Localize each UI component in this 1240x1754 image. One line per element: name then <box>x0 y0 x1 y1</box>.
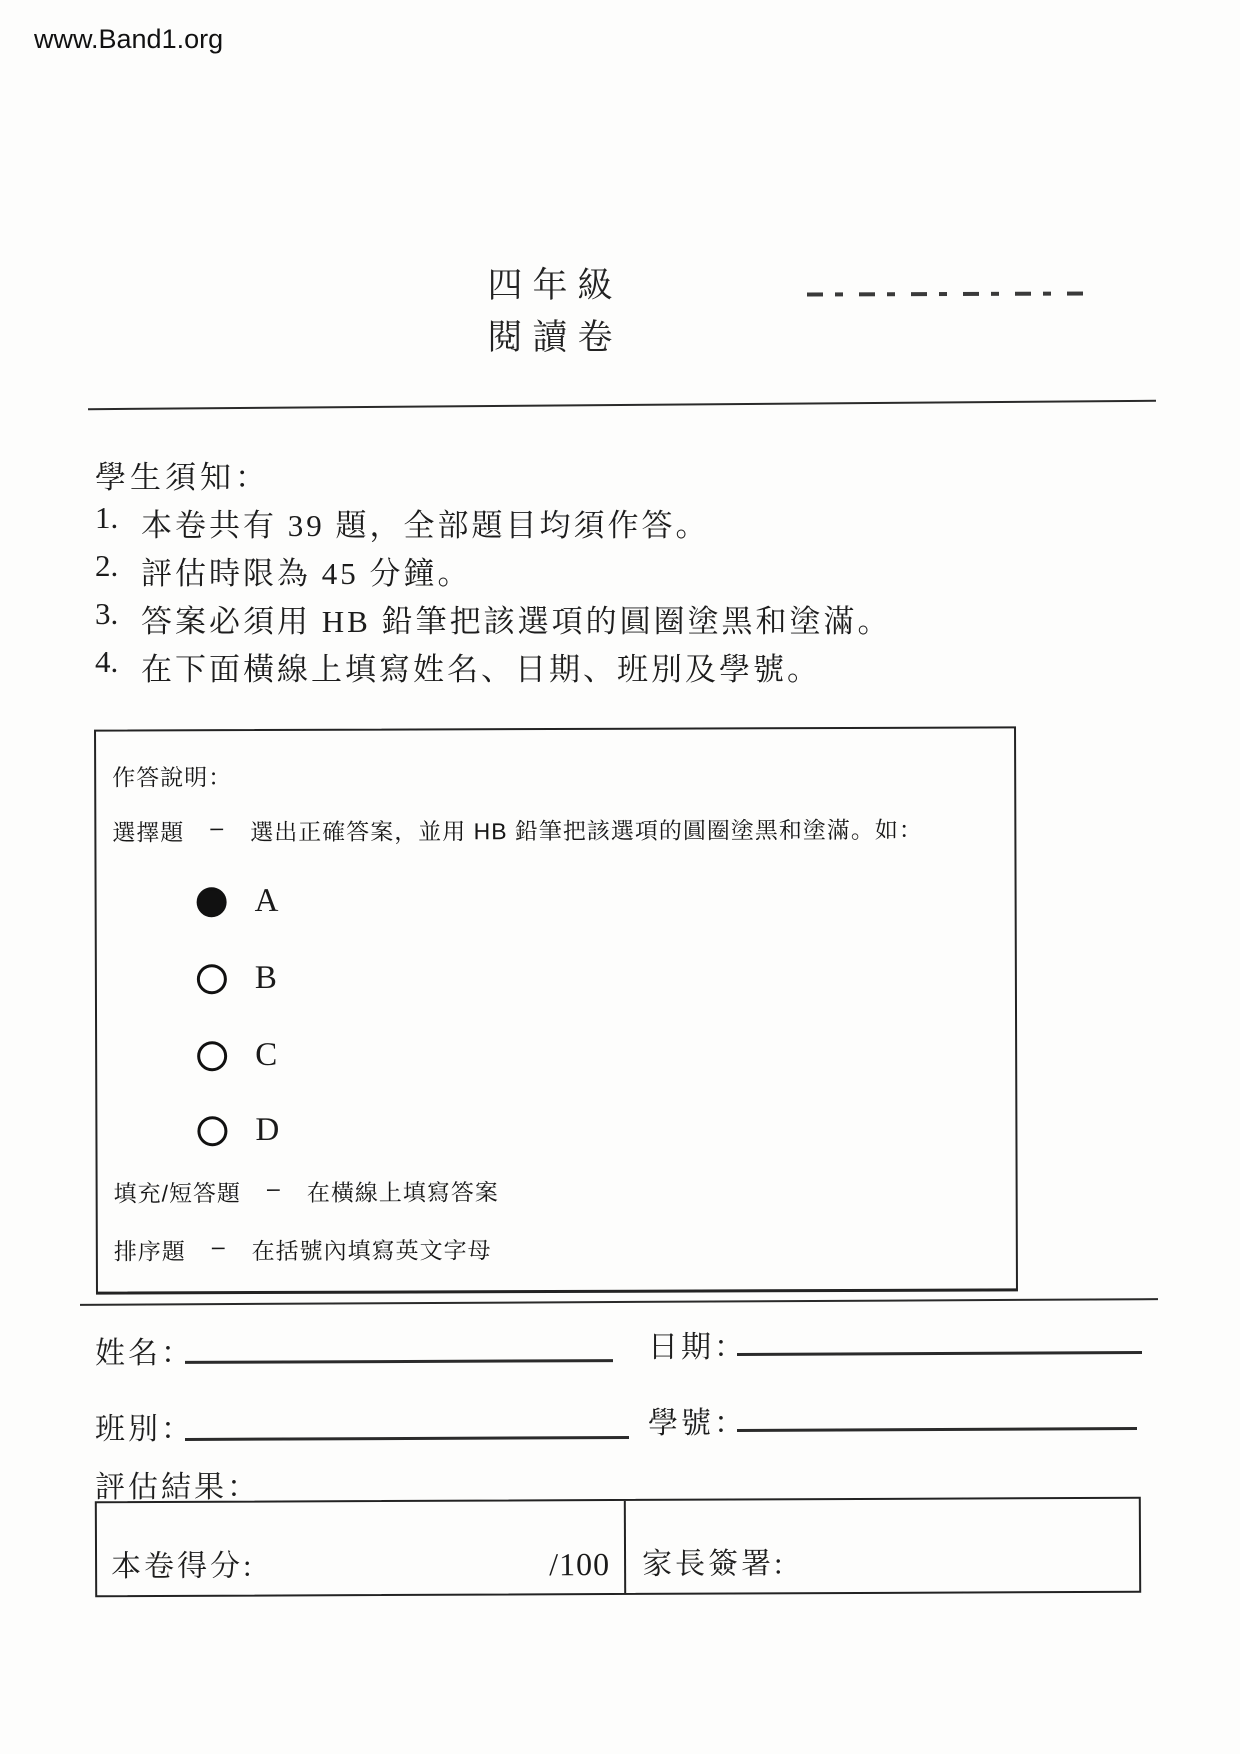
rule-dash: – <box>266 1174 281 1202</box>
grade-title: 四年級 <box>487 266 623 305</box>
score-label: 本卷得分: <box>111 1549 255 1584</box>
rule-dash: – <box>211 1233 226 1260</box>
notice-item <box>95 548 472 593</box>
notice-item-text: 在下面橫線上填寫姓名、日期、班別及學號。 <box>141 652 821 687</box>
ordering-rule <box>114 1232 492 1266</box>
student-number-fill-line <box>737 1427 1137 1432</box>
notice-item-text: 評估時限為 45 分鐘。 <box>141 556 472 591</box>
name-fill-line <box>185 1359 613 1364</box>
result-table <box>95 1497 1141 1598</box>
rule-desc: 選出正確答案，並用 HB 鉛筆把該選項的圓圈塗黑和塗滿。如： <box>250 816 923 846</box>
notice-item-text: 答案必須用 HB 鉛筆把該選項的圓圈塗黑和塗滿。 <box>141 604 892 639</box>
notice-item-number: 4. <box>95 644 119 679</box>
score-value: /100 <box>549 1546 611 1583</box>
notice-item <box>95 596 892 641</box>
parent-signature-label: 家長簽署: <box>642 1547 786 1581</box>
option-row <box>197 960 277 997</box>
notice-item-text: 本卷共有 39 題，全部題目均須作答。 <box>141 508 710 543</box>
answer-guide-heading: 作答說明： <box>112 764 233 791</box>
mid-divider-line <box>80 1298 1158 1306</box>
site-watermark: www.Band1.org <box>34 24 224 54</box>
rule-dash: – <box>210 814 225 841</box>
rule-desc: 在橫線上填寫答案 <box>306 1179 499 1206</box>
class-label: 班別： <box>95 1413 194 1446</box>
option-circle <box>197 1041 227 1071</box>
notice-item-number: 1. <box>95 500 119 535</box>
paper-title: 閱讀卷 <box>487 318 623 357</box>
assessment-result-label: 評估結果： <box>95 1471 260 1504</box>
student-number-label: 學號： <box>648 1407 747 1440</box>
student-notice-heading: 學生須知： <box>95 460 270 495</box>
notice-item-number: 2. <box>95 548 119 583</box>
multiple-choice-rule <box>112 812 923 848</box>
answer-guide-box <box>94 726 1018 1294</box>
option-letter: C <box>255 1036 278 1074</box>
option-letter: D <box>255 1111 280 1149</box>
option-letter: A <box>254 882 279 920</box>
class-fill-line <box>185 1436 629 1441</box>
score-cell <box>97 1501 626 1595</box>
option-row <box>197 883 279 920</box>
option-letter: B <box>254 959 277 997</box>
fill-in-rule <box>114 1174 499 1208</box>
parent-signature-cell <box>626 1499 1139 1593</box>
option-circle <box>197 887 227 917</box>
option-circle <box>197 964 227 994</box>
top-divider-line <box>88 400 1156 410</box>
rule-desc: 在括號內填寫英文字母 <box>251 1237 492 1265</box>
rule-term: 排序題 <box>113 1238 186 1265</box>
notice-item <box>95 644 821 689</box>
date-label: 日期： <box>648 1331 747 1364</box>
name-label: 姓名： <box>95 1337 194 1370</box>
notice-item-number: 3. <box>95 596 119 631</box>
date-fill-line <box>737 1351 1142 1356</box>
option-circle <box>197 1116 227 1146</box>
option-row <box>197 1037 277 1074</box>
rule-term: 選擇題 <box>112 819 185 846</box>
notice-item <box>95 500 710 545</box>
rule-term: 填充/短答題 <box>113 1180 242 1207</box>
option-row <box>197 1112 279 1149</box>
